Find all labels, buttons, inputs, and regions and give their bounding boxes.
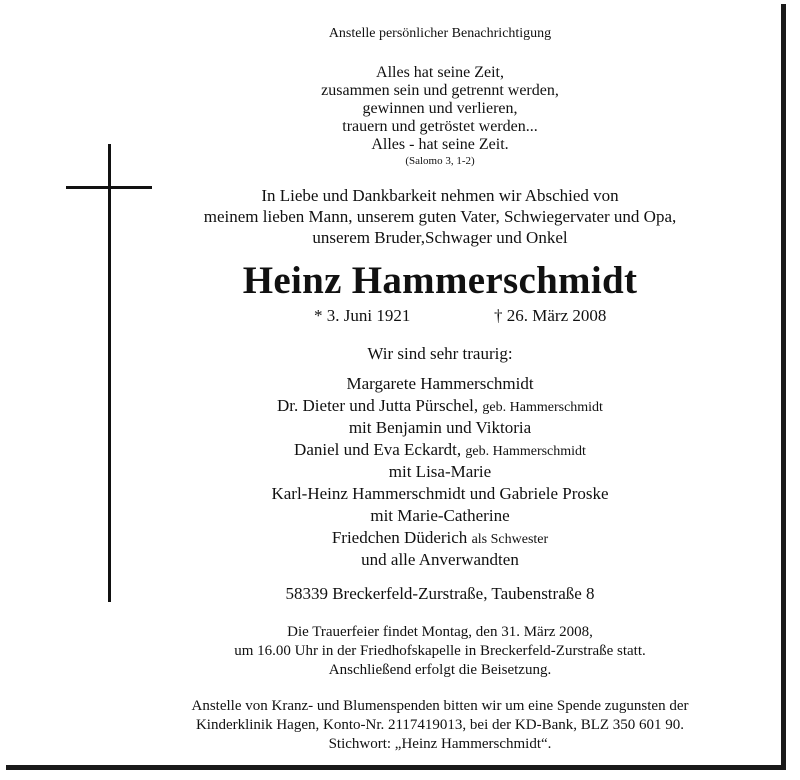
mourner-note: geb. Hammerschmidt (482, 400, 603, 415)
mourner-line: Karl-Heinz Hammerschmidt und Gabriele Proske (271, 484, 609, 503)
mourner-line: mit Marie-Catherine (370, 506, 510, 525)
mourning-line: Wir sind sehr traurig: (367, 344, 513, 363)
intro-line: In Liebe und Dankbarkeit nehmen wir Abschied von (261, 186, 619, 205)
poem-line: trauern und getröstet werden... (342, 118, 538, 135)
donation-line: Stichwort: „Heinz Hammerschmidt“. (328, 736, 552, 752)
donation-line: Kinderklinik Hagen, Konto-Nr. 2117419013, bei der KD-Bank, BLZ 350 601 90. (195, 717, 685, 733)
ceremony-line: Anschließend erfolgt die Beisetzung. (328, 662, 552, 678)
ceremony-line: Die Trauerfeier findet Montag, den 31. März 2008, (287, 624, 593, 640)
poem-line: Alles - hat seine Zeit. (371, 136, 509, 153)
mourner-note: als Schwester (471, 532, 549, 547)
intro-line: meinem lieben Mann, unserem guten Vater, Schwiegervater und Opa, (203, 207, 677, 226)
intro-line: unserem Bruder,Schwager und Onkel (312, 228, 568, 247)
poem-line: zusammen sein und getrennt werden, (321, 82, 559, 99)
ceremony-line: um 16.00 Uhr in der Friedhofskapelle in Breckerfeld-Zurstraße statt. (234, 643, 646, 659)
mourner-name: Friedchen Düderich (331, 528, 468, 547)
poem-line: Alles hat seine Zeit, (376, 64, 504, 81)
death-date: † 26. März 2008 (494, 306, 607, 325)
mourner-name: Dr. Dieter und Jutta Pürschel, (277, 396, 479, 415)
mourner-line: und alle Anverwandten (361, 550, 519, 569)
mourner-line (90, 528, 790, 548)
deceased-name: Heinz Hammerschmidt (242, 259, 638, 302)
donation-line: Anstelle von Kranz- und Blumenspenden bitten wir um eine Spende zugunsten der (191, 698, 689, 714)
poem-line: gewinnen und verlieren, (362, 100, 518, 117)
mourner-line (90, 396, 790, 416)
header-text: Anstelle persönlicher Benachrichtigung (328, 26, 552, 41)
address: 58339 Breckerfeld-Zurstraße, Taubenstraße 8 (285, 584, 595, 603)
mourner-note: geb. Hammerschmidt (465, 444, 586, 459)
mourner-line: mit Lisa-Marie (388, 462, 492, 481)
mourner-line (90, 440, 790, 460)
mourner-line: Margarete Hammerschmidt (346, 374, 534, 393)
mourner-name: Daniel und Eva Eckardt, (294, 440, 462, 459)
poem-source: (Salomo 3, 1-2) (405, 155, 475, 167)
mourner-line: mit Benjamin und Viktoria (348, 418, 532, 437)
birth-date: * 3. Juni 1921 (314, 306, 411, 325)
